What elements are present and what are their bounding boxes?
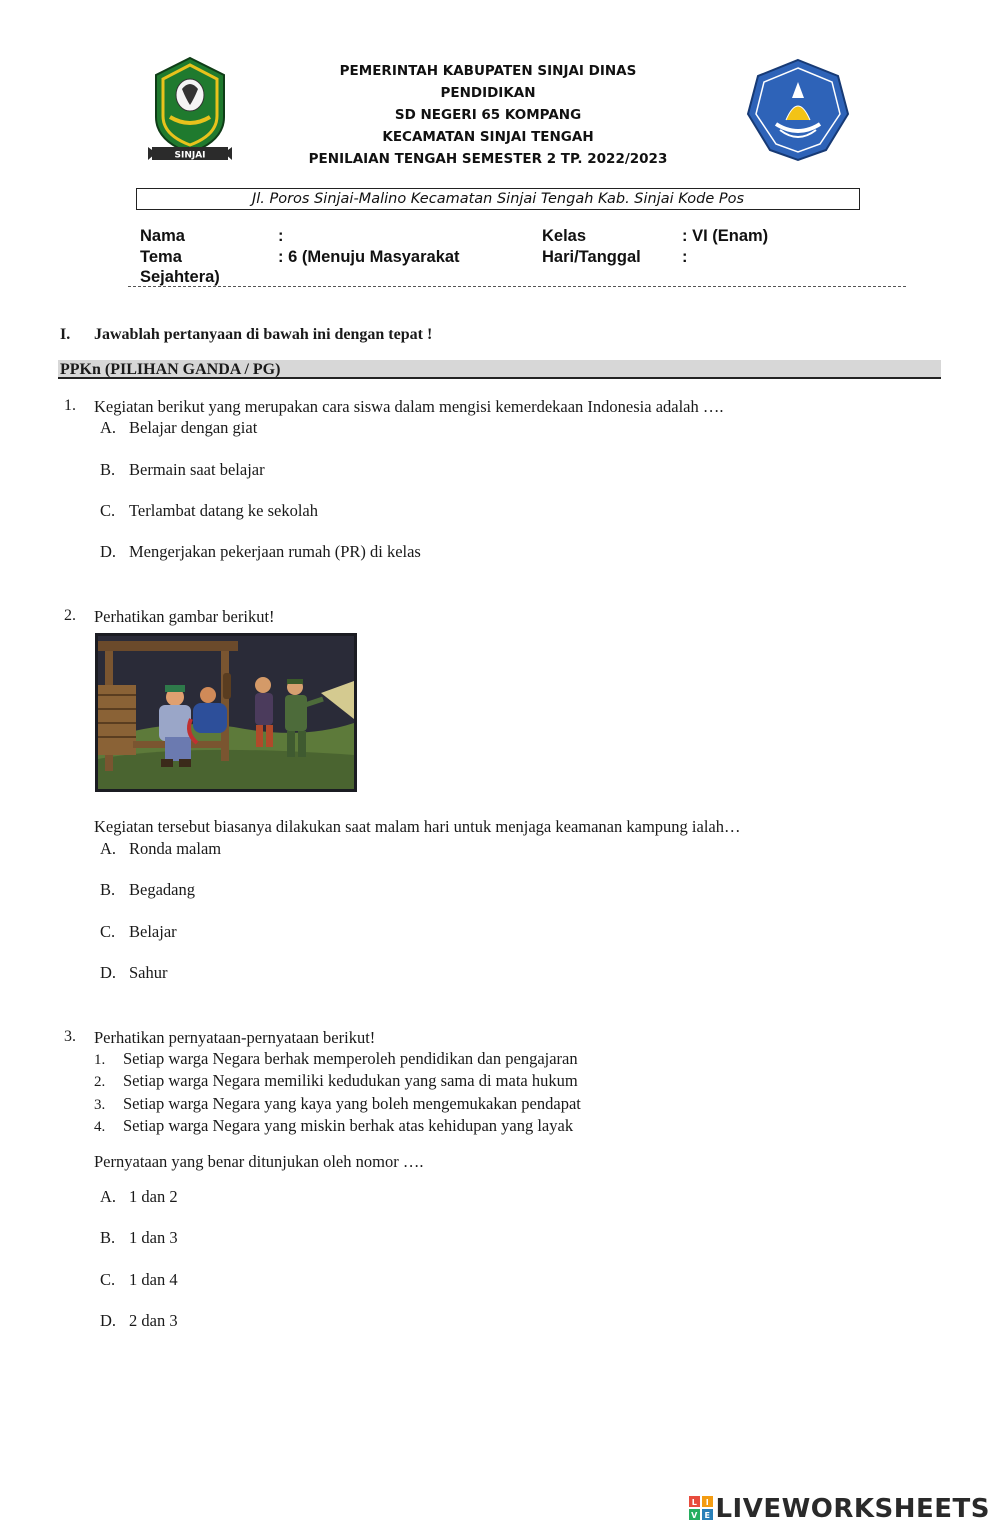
statement-number: 2. (94, 1074, 106, 1090)
question-3-option-d[interactable] (100, 1311, 178, 1331)
statement-text: Setiap warga Negara memiliki kedudukan yang sama di mata hukum (123, 1071, 578, 1090)
option-text: Bermain saat belajar (129, 460, 265, 479)
question-2-option-d[interactable] (100, 963, 168, 983)
instruction-text: Jawablah pertanyaan di bawah ini dengan tepat ! (94, 326, 433, 343)
question-2-option-a[interactable] (100, 839, 221, 859)
question-2-option-c[interactable] (100, 922, 177, 942)
option-text: Ronda malam (129, 839, 222, 858)
option-letter: D. (100, 1311, 117, 1330)
header-divider (128, 286, 906, 287)
statement-item (94, 1116, 573, 1136)
grid-letter: E (704, 1511, 711, 1520)
statement-number: 1. (94, 1052, 106, 1068)
option-text: Begadang (129, 880, 195, 899)
header-title (250, 60, 726, 170)
option-letter: C. (100, 501, 116, 520)
nama-field[interactable]: : (278, 227, 284, 245)
logo-banner-text: SINJAI (174, 150, 206, 161)
question-1-option-a[interactable] (100, 418, 257, 438)
header-title-line: PENDIDIKAN (440, 85, 536, 101)
option-text: Mengerjakan pekerjaan rumah (PR) di kelas (129, 542, 421, 561)
hari-tanggal-field[interactable]: : (682, 248, 688, 266)
header-title-line: PEMERINTAH KABUPATEN SINJAI DINAS (339, 63, 637, 79)
question-1-option-b[interactable] (100, 460, 265, 480)
question-3-number: 3. (64, 1028, 76, 1045)
nama-label: Nama (140, 227, 185, 245)
option-letter: B. (100, 460, 116, 479)
school-address: Jl. Poros Sinjai-Malino Kecamatan Sinjai Tengah Kab. Sinjai Kode Pos (136, 188, 860, 210)
question-2-text: Perhatikan gambar berikut! (94, 607, 275, 626)
statement-number: 4. (94, 1119, 106, 1135)
statement-text: Setiap warga Negara berhak memperoleh pendidikan dan pengajaran (123, 1049, 578, 1068)
option-text: 1 dan 3 (129, 1228, 178, 1247)
option-text: Belajar dengan giat (129, 418, 258, 437)
question-1-option-c[interactable] (100, 501, 318, 521)
option-letter: C. (100, 1270, 116, 1289)
question-3-option-b[interactable] (100, 1228, 178, 1248)
liveworksheets-grid-icon (689, 1496, 713, 1520)
liveworksheets-logo (689, 1494, 990, 1524)
question-3-option-c[interactable] (100, 1270, 178, 1290)
statement-item (94, 1071, 578, 1091)
statement-text: Setiap warga Negara yang miskin berhak atas kehidupan yang layak (123, 1116, 574, 1135)
option-text: 2 dan 3 (129, 1311, 178, 1330)
statement-text: Setiap warga Negara yang kaya yang boleh mengemukakan pendapat (123, 1094, 581, 1113)
tema-value: : 6 (Menuju Masyarakat (278, 248, 460, 266)
question-3-option-a[interactable] (100, 1187, 178, 1207)
option-letter: A. (100, 418, 117, 437)
question-1-number: 1. (64, 397, 76, 414)
question-3-text: Perhatikan pernyataan-pernyataan berikut! (94, 1028, 376, 1047)
grid-letter: I (706, 1498, 710, 1507)
question-1-text: Kegiatan berikut yang merupakan cara siswa dalam mengisi kemerdekaan Indonesia adalah …. (94, 397, 724, 416)
liveworksheets-wordmark: LIVEWORKSHEETS (715, 1494, 990, 1524)
option-letter: D. (100, 963, 117, 982)
question-2-option-b[interactable] (100, 880, 195, 900)
option-text: 1 dan 2 (129, 1187, 178, 1206)
statement-number: 3. (94, 1097, 106, 1113)
instruction (60, 326, 432, 344)
kelas-value: : VI (Enam) (682, 227, 769, 245)
option-text: Belajar (129, 922, 177, 941)
option-text: Sahur (129, 963, 168, 982)
question-2-prompt: Kegiatan tersebut biasanya dilakukan saat malam hari untuk menjaga keamanan kampung ialah… (94, 817, 741, 836)
statement-item (94, 1094, 581, 1114)
grid-letter: L (692, 1498, 698, 1507)
option-letter: C. (100, 922, 116, 941)
option-letter: A. (100, 1187, 117, 1206)
option-text: Terlambat datang ke sekolah (129, 501, 318, 520)
sinjai-regency-emblem-icon (148, 55, 232, 165)
instruction-number: I. (60, 326, 71, 343)
tut-wuri-handayani-emblem-icon (746, 58, 850, 162)
question-1-option-d[interactable] (100, 542, 421, 562)
option-letter: A. (100, 839, 117, 858)
header-title-line: SD NEGERI 65 KOMPANG (394, 107, 582, 123)
section-title: PPKn (PILIHAN GANDA / PG) (58, 360, 941, 379)
grid-letter: V (691, 1511, 699, 1520)
statement-item (94, 1049, 578, 1069)
option-letter: B. (100, 1228, 116, 1247)
question-2-number: 2. (64, 607, 76, 624)
tema-value-continued: Sejahtera) (140, 268, 220, 286)
option-letter: B. (100, 880, 116, 899)
tema-label: Tema (140, 248, 182, 266)
question-3-prompt: Pernyataan yang benar ditunjukan oleh nomor …. (94, 1152, 424, 1171)
night-patrol-illustration (95, 633, 357, 792)
header-title-line: KECAMATAN SINJAI TENGAH (382, 129, 594, 145)
hari-tanggal-label: Hari/Tanggal (542, 248, 641, 266)
option-letter: D. (100, 542, 117, 561)
option-text: 1 dan 4 (129, 1270, 178, 1289)
header-title-line: PENILAIAN TENGAH SEMESTER 2 TP. 2022/2023 (308, 151, 668, 167)
kelas-label: Kelas (542, 227, 587, 245)
